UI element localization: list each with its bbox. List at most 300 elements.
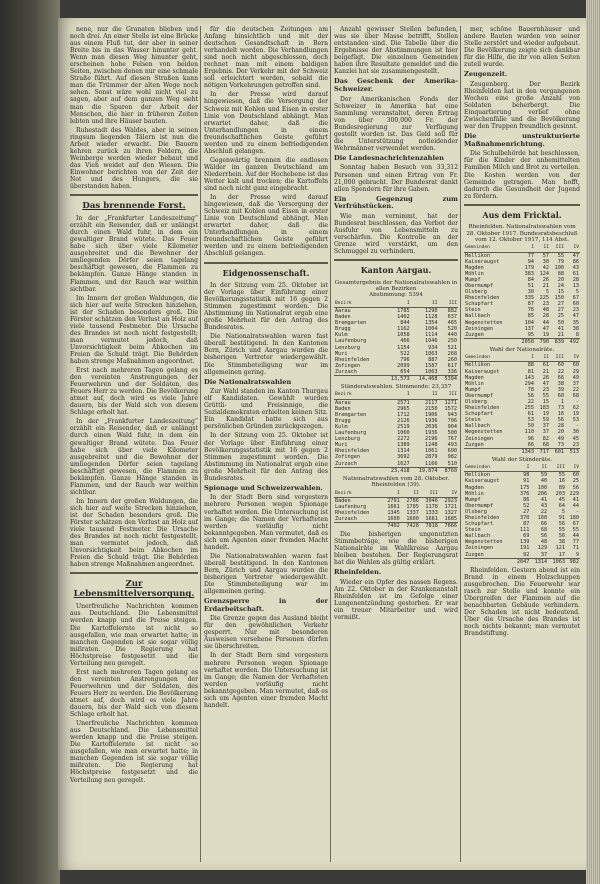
table-cell: 15 [557,289,564,296]
table-cell: 180 [569,515,579,521]
table-cell: Zofingen [335,454,360,461]
table-cell: 2571 [397,399,410,406]
table-header-cell: III [420,491,439,498]
table-cell: 78 [527,386,535,393]
headline-fricktal: Aus dem Fricktal. [482,209,562,220]
table-cell: 61 [542,362,550,369]
table-cell: Wallbach [465,533,490,540]
table-cell: 1712 [397,411,410,418]
table-cell: Kulm [335,332,348,339]
table-total-row [464,448,580,455]
table-cell: Zurzach [335,515,357,522]
table-cell: 37 [542,429,550,436]
table-cell: Obermumpf [465,283,494,289]
table-row [334,497,458,504]
page-edge-stack [586,0,600,884]
table-cell: 22 [527,399,535,405]
table-cell: Rheinfelden [465,405,500,412]
table-header-cell: Gemeinden [464,355,516,362]
table-cell: 255 [524,405,535,412]
table-cell: 522 [400,350,410,357]
table-cell: 100 [537,484,548,491]
table-cell: Zeiningen [465,325,494,332]
table-cell: Kaiseraugst [465,368,500,375]
table-cell [334,522,382,529]
table-cell: 934 [428,344,438,351]
table-cell: 22 [540,508,548,515]
table-cell: 61 [572,270,579,277]
table-cell: Magden [465,484,484,491]
table-cell: 1345 [387,509,400,516]
table-cell: 206 [537,490,548,497]
table-cell: 1402 [397,314,410,321]
table-cell: 2272 [397,436,410,443]
table-cell: 1705 [406,503,419,510]
article-text: Sonntag haben Besuch von 33,312 Personen und einen Ertrag von Fr. 21,000 gebracht. Der Bundesrat dankt allen Spendern für ihre Gaben. [334,164,458,193]
table-cell: 44 [542,319,550,326]
table-cell: 882 [447,307,457,314]
table-cell: 336 [447,368,457,375]
column-1 [70,26,198,864]
table-cell: 67 [572,521,579,528]
table-cell: 717 [535,448,550,455]
table-header-cell: Bezirk [334,301,383,308]
table-cell: 179 [524,264,535,271]
table-cell: Muri [335,442,348,449]
headline-eidgenossenschaft: Eidgenossenschaft. [222,267,310,278]
table-cell: 87 [523,521,530,528]
table-cell: 110 [524,429,535,436]
table-header-cell: III [548,465,566,472]
table-row [334,461,458,468]
table-row [464,485,580,491]
article-text: Unerfreuliche Nachrichten kommen aus Deutschland. Die Lebensmittel werden knapp und die Preise steigen. Die Kartoffelernte ist nicht so ausgefallen, wie man erwartet hatte; in manchen Gegenden ist sie sogar völlig mißraten. Die Regierung hat Höchstpreise festgesetzt und die Verteilung neu geregelt. [70,603,198,667]
table-cell: Wallbach [465,423,490,430]
table-cell: Kulm [335,423,348,430]
table-cell: 79 [557,258,564,265]
table-row [464,552,580,559]
table-row [334,399,458,406]
table-cell: 2099 [397,362,410,369]
table-cell: Wegenstetten [465,429,503,436]
table-cell: 77 [572,539,579,546]
table-cell: 383 [524,270,535,277]
table-cell: 44 [572,502,579,509]
divider [204,262,328,264]
table-cell: 56 [540,533,548,540]
article-text: Wieder ein Opfer des nassen Regens. Am 22. Oktober in der Krankenanstalt Rheinfelden ist im Gefolge einer Lungenentzündung gestorben. Er war ein treuer Mitarbeiter und wird vermißt. [334,578,458,622]
table-cell: Bremgarten [335,411,367,418]
article-text: In der Sitzung vom 25. Oktober ist der Vorlage über Einführung einer Bevölkerungsstatistik mit 16 gegen 2 Stimmen zugestimmt worden. Die Abstimmung im Nationalrat ergab eine große Mehrheit für den Antrag des Bundesrates. [204,432,328,482]
table-total-row [334,467,458,474]
table-cell: 2047 [513,558,531,565]
table-cell: 95 [527,331,535,338]
table-row [464,252,580,259]
table-cell: 26 [542,276,550,283]
table-cell: 1721 [444,503,457,510]
table-cell: 1061 [425,448,438,455]
table-cell: 510 [447,460,457,467]
table-cell: 887 [428,356,438,363]
table-cell: 1314 [530,558,548,565]
book-binding [0,0,60,884]
table-cell: 1063 [548,558,566,565]
table-cell: 88 [527,362,535,369]
table-cell: 20 [557,276,564,283]
table-cell: Mumpf [465,496,481,503]
table-cell: 60 [572,362,579,369]
table-cell: 706 [447,417,457,424]
subheading: Die Landesnachrichtenzahlen [334,153,444,162]
table-cell: 48 [542,307,550,314]
table-header-cell: III [439,392,459,399]
table-row [464,442,580,449]
table-cell: Mumpf [465,386,481,393]
table-cell: 50 [557,319,564,326]
table-cell: 904 [447,423,457,430]
table-cell: 67 [572,295,579,302]
table-cell: 50 [527,423,535,430]
table-cell: 47 [572,252,579,259]
table-cell: 56 [527,392,535,399]
table-cell [334,375,383,382]
table-cell: 45 [572,435,579,442]
table-header-cell: IV [566,465,580,472]
table-cell: 268 [447,350,457,357]
table-cell: 143 [524,374,535,381]
table-cell: Lenzburg [335,436,360,443]
table-cell: 139 [519,539,530,546]
table-cell: Schupfart [465,411,494,418]
column-2 [204,26,328,864]
table-cell: 8760 [439,467,459,474]
table-cell: 844 [400,320,410,327]
table-cell: 521 [447,344,457,351]
table-cell: 1063 [425,350,438,357]
table-cell: 14,468 [411,375,439,382]
table-cell: 86 [523,496,530,503]
results-table-aargau-3 [334,491,458,530]
table-cell: 16 [558,478,565,485]
table-cell: 43 [572,264,579,271]
column-3 [334,26,458,864]
column-rule [330,26,331,862]
table-cell: 376 [519,490,530,497]
table-cell: 23 [572,307,579,314]
table-cell: 68 [540,527,548,534]
table-cell: 22 [572,386,579,393]
table-cell: 37 [542,423,550,430]
table-header-cell: I [383,392,411,399]
table-cell: Zuzgen [465,331,484,338]
table-cell: 1785 [397,307,410,314]
table-cell: 1271 [444,399,457,406]
table-cell: 1162 [397,326,410,333]
table-cell: Zofingen [335,362,360,369]
table-cell: 56 [558,521,565,528]
table-cell: 41 [557,325,564,332]
article-text: In der „Frankfurter Landeszeitung“ erzählt ein Reisender, daß er unlängst durch einen Wald fuhr, in dem ein gewaltiger Brand wütete. Das Feuer habe sich über viele Kilometer ausgebreitet und die Bewohner der umliegenden Dörfer seien tagelang beschäftigt gewesen, die Flammen zu bekämpfen. Ganze Hänge standen in Flammen, und der Rauch war weithin sichtbar. [70,418,198,496]
article-text: In der Stadt Bern sind vorgestern mehrere Personen wegen Spionage verhaftet worden. Die Untersuchung ist im Gange; die Namen der Verhafteten werden vorläufig nicht bekanntgegeben. Man vermutet, daß es sich um Agenten einer fremden Macht handelt. [204,652,328,709]
table-cell: 2126 [397,417,410,424]
table-cell: 1248 [425,442,438,449]
table-cell: 637 [447,314,457,321]
table-cell: 1337 [406,509,419,516]
headline-food: Zur Lebensmittelversorgung. [73,579,195,600]
table-cell: 88 [557,270,564,277]
table-cell: Rheinfelden [465,295,500,302]
table-cell: 121 [555,545,565,552]
table-cell: 53 [527,417,535,424]
table-cell [464,338,516,345]
table-cell: 465 [447,320,457,327]
table-cell: 56 [558,533,565,540]
table-cell: 13,573 [383,375,411,382]
table-total-row [334,522,458,529]
article-text: In der „Frankfurter Landeszeitung“ erzählt ein Reisender, daß er unlängst durch einen Wald fuhr, in dem ein gewaltiger Brand wütete. Das Feuer habe sich über viele Kilometer ausgebreitet und die Bewohner der umliegenden Dörfer seien tagelang beschäftigt gewesen, die Flammen zu bekämpfen. Ganze Hänge standen in Flammen, und der Rauch war weithin sichtbar. [70,215,198,293]
table-total-row [334,375,458,382]
table-cell: 55 [558,472,565,479]
table-cell: 71 [572,545,579,552]
table-cell: 87 [527,301,535,308]
table-cell: Zurzach [335,460,357,467]
table-header-cell: II [401,491,420,498]
table-cell: 654 [400,368,410,375]
article-text: In der Presse wird darauf hingewiesen, daß die Versorgung der Schweiz mit Kohlen und Eisen in erster Linie von Deutschland abhängt. Man erwartet daher, daß die Unterhandlungen in einem freundschaftlichen Geiste geführt werden und zu einem befriedigenden Abschluß gelangen. [204,91,328,155]
table-cell: Wegenstetten [465,319,503,326]
table-cell: Aarau [335,307,351,314]
table-cell: 225 [539,295,550,302]
table-cell: 1060 [397,430,410,437]
table-row [334,307,458,314]
table-cell: 100 [554,264,564,271]
table-cell: 1354 [425,320,438,327]
results-table-fricktal-3 [464,465,580,565]
table-cell: 601 [550,448,565,455]
table-cell: 3692 [397,454,410,461]
article-text: Im Innern der großen Waldungen, die sich hier auf weite Strecken hinziehen, ist der Schaden besonders groß. Die Förster schätzen den Verlust an Holz auf viele tausend Festmeter. Die Ursache des Brandes ist noch nicht festgestellt; man vermutet jedoch, daß Unvorsichtigkeit beim Abkochen im Freien die Schuld trägt. Die Behörden haben strenge Maßnahmen angeordnet. [70,497,198,569]
table-cell: 2196 [425,436,438,443]
table-cell: 49 [572,374,579,381]
table-cell: 23 [572,441,579,448]
table-cell: 500 [447,430,457,437]
table-header-cell: I [513,465,531,472]
article-text: Die Nationalratswahlen waren fast überall bestätigend. In den Kantonen Bern, Zürich und Aargau wurden die bisherigen Vertreter wiedergewählt. Die Stimmbeteiligung war im allgemeinen gering. [204,333,328,376]
table-cell: 617 [447,362,457,369]
table-cell: 39 [557,386,564,393]
table-cell: 22 [557,368,564,375]
table-cell: 64 [558,502,565,509]
article-text: nene, nur die Granaten blieben und noch drei. An einer Stelle ist eine Brücke aus einem Fluß tut, der aber in seiner Breite bis in das Wasser hinunter geht. Wenn man diesen Weg hinunter geht, erscheinen hohe Felsen von beiden Seiten, zwischen denen nur eine schmale Straße führt. Auf diesen Straßen kann man die Trümmer der alten Wege noch sehen. Sonst wäre wohl nicht viel zu sagen, aber auf dem ganzen Weg sieht man die Spuren der Arbeit der Menschen, die hier in früheren Zeiten lebten und ihre Häuser bauten. [70,26,198,125]
table-cell: 15 [542,399,550,405]
table-cell: 21 [557,331,564,338]
article-text: Zeugenberg. Der Bezirk Rheinfelden hat in den vergangenen Wochen eine große Anzahl von Soldaten beherbergt. Die Einquartierung verlief ohne Zwischenfälle und die Bevölkerung war den Truppen freundlich gesinnt. [464,80,580,131]
table-header-cell: III [550,355,565,362]
headline-aargau: Kanton Aargau. [360,265,432,276]
divider [70,572,198,574]
table-cell [464,558,513,565]
table-cell: 2791 [387,497,400,504]
table-cell: 19,874 [411,467,439,474]
table-cell: 27 [557,301,564,308]
table-cell: 23 [542,386,550,393]
results-table-aargau-2 [334,392,458,473]
table-cell [334,467,383,474]
table-cell: 111 [519,527,530,534]
table-cell: 7666 [439,522,458,529]
table-header-cell: IV [565,355,580,362]
article-text: Erst nach mehreren Tagen gelang es den vereinten Anstrengungen der Feuerwehren und der Soldaten, des Feuers Herr zu werden. Die Bevölkerung atmet auf, doch wird es viele Jahre dauern, bis der Wald sich von diesem Schlage erholt hat. [70,367,198,417]
table-cell: 191 [519,545,530,552]
table-row [334,516,458,523]
table-cell: 8 [575,331,579,338]
table-header-cell: Bezirk [334,392,383,399]
table-header-cell: III [439,301,459,308]
table-cell: Magden [465,374,484,381]
table-cell: 1906 [425,411,438,418]
table-cell: 1627 [397,460,410,467]
subheading: Grenzsperre in der Erdarbeitschaft. [204,597,328,613]
table-cell: 92 [523,551,530,558]
table-cell: 1063 [425,368,438,375]
divider [334,259,458,261]
results-table-aargau-1 [334,301,458,382]
table-cell: 1389 [397,442,410,449]
table-cell: 21 [542,283,550,289]
article-text: Erst nach mehreren Tagen gelang es den vereinten Anstrengungen der Feuerwehren und der Soldaten, des Feuers Herr zu werden. Die Bevölkerung atmet auf, doch wird es viele Jahre dauern, bis der Wald sich von diesem Schlage erholt hat. [70,668,198,719]
table-caption: Rheinfelden. Nationalratswahlen vom 28. Oktober 1917. Bundesratsbeschluß vom 12. Oktober 1917, 114 Abst. [466,224,578,244]
table-cell: 30 [542,258,550,265]
table-cell: 183 [539,405,550,412]
table-cell: 60 [557,362,564,369]
table-cell: Hellikon [465,472,490,479]
subheading: Ein Gegenzug zum Verfrühstücken. [334,194,458,211]
table-cell: 53 [572,417,579,424]
article-text: für die deutschen Zeitungen am Anfang hinsichtlich und mit der deutschen Gesandtschaft in Bern verhandelt worden. Die Verhandlungen sind noch nicht abgeschlossen, doch rechnet man mit einem baldigen Ergebnis. Der Verkehr mit der Schweiz soll erleichtert werden, sobald die nötigen Vorkehrungen getroffen sind. [204,26,328,90]
table-cell: 68 [542,441,550,448]
table-cell: 790 [535,338,550,345]
subheading: Zeugenzeit. [464,70,508,79]
table-cell: Olsberg [465,289,487,296]
table-cell: Baden [335,497,351,504]
article-text: Gegenwärtig brennen die endlosen Wälder im ganzen Deutschland am Niederrhein. Auf der Hochebene ist das Wetter kalt und trocken; die Kartoffeln sind noch nicht ganz eingebracht. [204,156,328,193]
table-cell: 51 [527,283,535,289]
table-cell: 2036 [425,423,438,430]
table-cell: 13 [572,283,579,289]
table-cell: 5 [575,289,579,296]
table-cell: 23 [542,301,550,308]
table-cell: 60 [572,301,579,308]
table-cell: 98 [523,472,530,479]
table-header-cell: I [516,355,535,362]
column-4 [464,26,580,864]
table-cell: 43 [540,502,548,509]
table-cell: 60 [572,472,579,479]
table-caption: Gesamtergebnis der Nationalratswahlen in allen Bezirken [334,279,458,293]
table-cell: 17 [558,551,565,558]
table-cell: Baden [335,314,351,321]
table-cell: 52 [523,502,530,509]
article-text: In der Stadt Bern sind vorgestern mehrere Personen wegen Spionage verhaftet worden. Die Untersuchung ist im Gange; die Namen der Verhafteten werden vorläufig nicht bekanntgegeben. Man vermutet, daß es sich um Agenten einer fremden Macht handelt. [204,494,328,551]
table-cell: 85 [527,313,535,320]
table-cell: Schupfart [465,301,494,308]
table-cell: - [575,423,579,430]
table-cell: Laufenburg [335,503,367,510]
table-cell: 40 [540,478,548,485]
article-text: In der Presse wird darauf hingewiesen, daß die Versorgung der Schweiz mit Kohlen und Eisen in erster Linie von Deutschland abhängt. Man erwartet daher, daß die Unterhandlungen in einem freundschaftlichen Geiste geführt werden und zu einem befriedigenden Abschluß gelangen. [204,194,328,258]
article-text: Die bisherigen ungenutzten Stimmbeträge, wie die bisherigen Nationalräte im Wahlkreise Aargau bleiben bestehen. Der Regierungsrat hat die Wahlen als gültig erklärt. [334,531,458,567]
table-caption: Nationalratswahlen vom 28. Oktober. Rheinfelden (39). [342,475,450,489]
table-cell: Zuzgen [465,551,484,558]
table-cell: 1572 [444,405,457,412]
table-cell: 1314 [397,448,410,455]
table-cell: 44 [572,533,579,540]
table-cell: 1661 [387,503,400,510]
table-header-cell: II [535,355,550,362]
table-cell: 9 [575,551,579,558]
table-cell: 69 [523,533,530,540]
article-text: Zur Wahl standen im Kanton Thurgau elf Kandidaten. Gewählt wurden Grüttli- und Freisinnige, die Sozialdemokraten erhielten keinen Sitz. Ein Kandidat hatte sich aus persönlichen Gründen zurückgezogen. [204,388,328,431]
subheading: Spionage und Schweizerwahlen. [204,483,323,492]
table-cell: - [575,508,579,515]
table-cell: 66 [540,521,548,528]
table-cell: 1685 [444,515,457,522]
table-cell: 1 [560,399,564,405]
table-cell: 37 [540,551,548,558]
table-cell: 21 [542,368,550,375]
table-cell: 2879 [425,454,438,461]
table-cell: 260 [447,356,457,363]
table-cell: 20 [557,429,564,436]
table-cell: Hellikon [465,252,490,259]
table-cell: 1343 [516,448,535,455]
table-header-cell: II [530,465,548,472]
table-cell: Wegenstetten [465,539,503,546]
table-cell: 38 [557,380,564,387]
table-caption: Ständeratswahlen. Stimmende: 23,357 [340,384,452,391]
table-cell: 1046 [425,338,438,345]
table-cell: 513 [565,448,580,455]
table-cell: Mumpf [465,276,481,283]
table-cell: 42 [542,264,550,271]
table-cell: Stein [465,417,481,424]
table-cell: 175 [519,484,530,491]
table-cell: 492 [565,338,580,345]
table-cell: 48 [540,539,548,546]
subheading: Rheinfelden. [334,568,382,577]
table-cell: Obermumpf [465,392,494,399]
table-header-cell: Bezirk [334,491,382,498]
article-text: Im Innern der großen Waldungen, die sich hier auf weite Strecken hinziehen, ist der Schaden besonders groß. Die Förster schätzen den Verlust an Holz auf viele tausend Festmeter. Die Ursache des Brandes ist noch nicht festgestellt; man vermutet jedoch, daß Unvorsichtigkeit beim Abkochen im Freien die Schuld trägt. Die Behörden haben strenge Maßnahmen angeordnet. [70,294,198,366]
table-cell: 1178 [425,503,438,510]
table-cell: Obermumpf [465,502,494,509]
table-header-cell: Gemeinden [464,465,513,472]
table-cell: 47 [542,325,550,332]
table-cell: Stein [465,307,481,314]
table-cell: Zeiningen [465,545,494,552]
table-cell: 982 [566,558,580,565]
table-cell: 124 [539,270,550,277]
subheading: Das Geschenk der Amerika-Schweizer. [334,77,458,93]
table-header-cell: I [383,301,411,308]
table-cell: 943 [447,411,457,418]
table-cell: Laufenburg [335,338,367,345]
table-cell: 5394 [439,375,459,382]
table-cell: 2923 [444,497,457,504]
table-cell: 1333 [425,509,438,516]
table-cell: 1058 [397,332,410,339]
table-total-row [464,558,580,565]
